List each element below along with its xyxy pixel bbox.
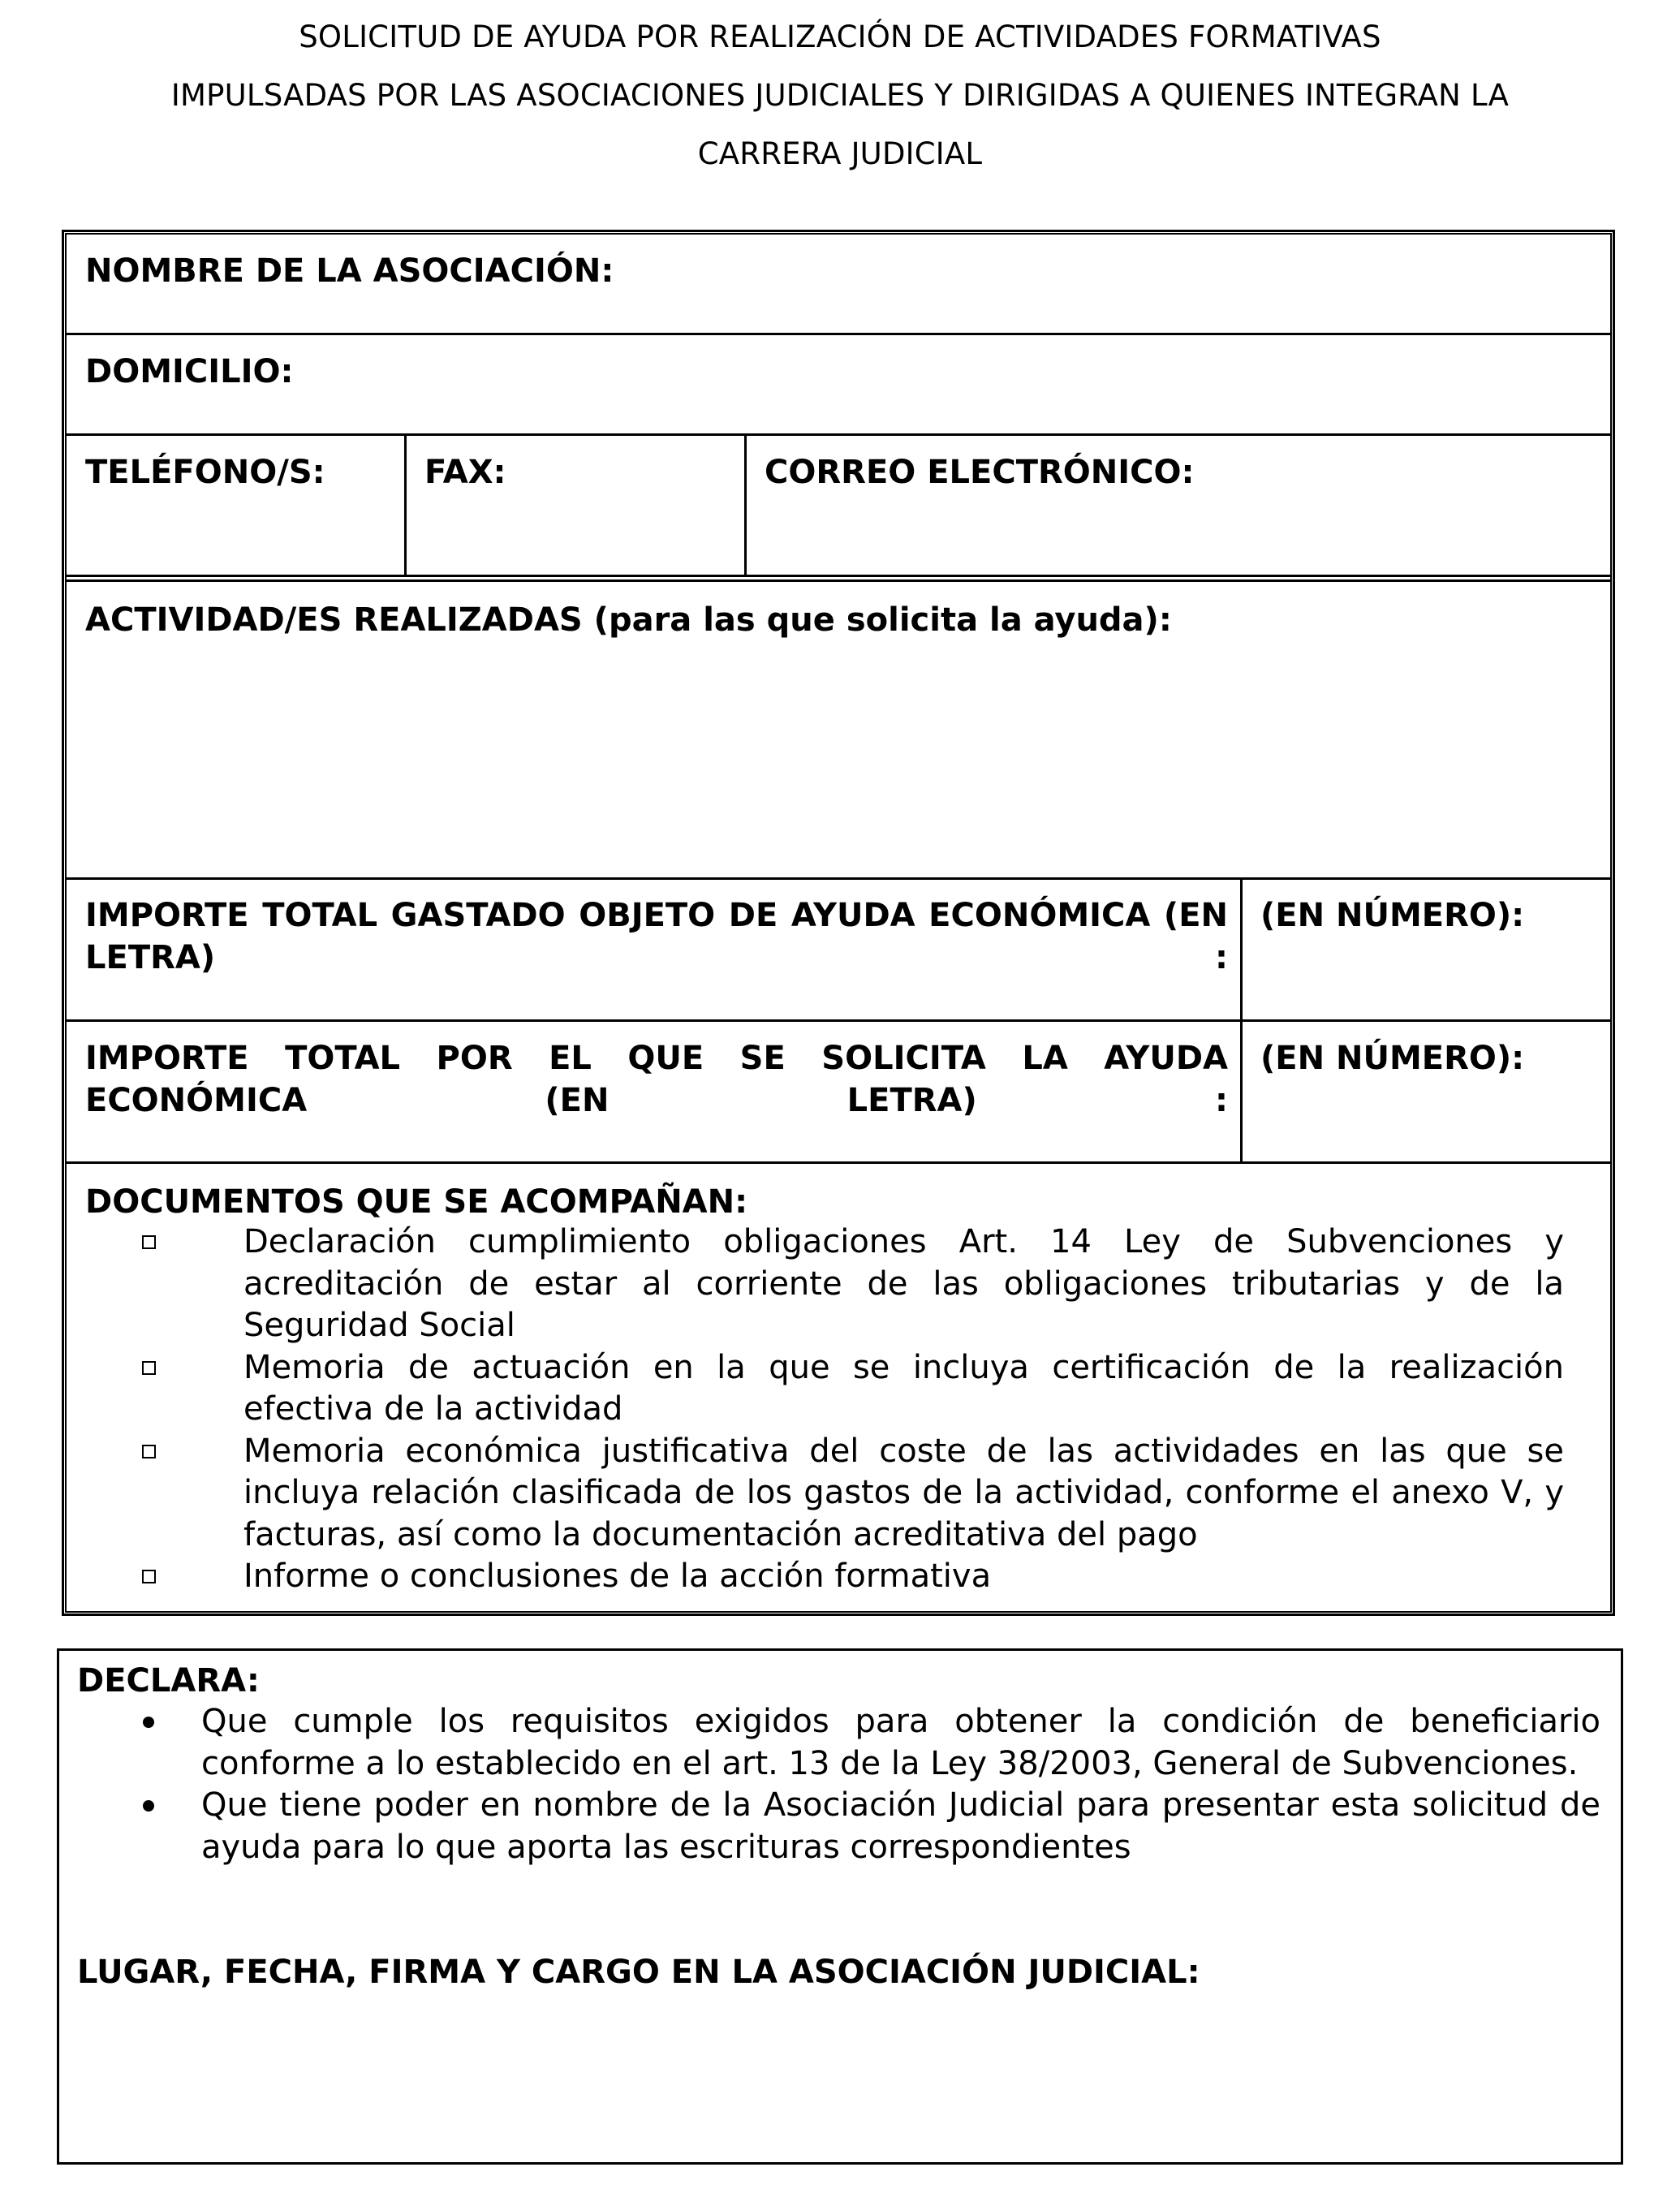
documento-item — [243, 1556, 1564, 1598]
domicilio-field[interactable]: DOMICILIO: — [85, 353, 294, 390]
declara-item-text: Que cumple los requisitos exigidos para obtener la condición de beneficiario conforme a lo establecido en el art. 13 de la Ley 38/2003, General de Subvenciones. — [201, 1703, 1600, 1782]
bullet-icon — [143, 1800, 154, 1812]
row-divider — [65, 877, 1612, 880]
row-divider — [65, 575, 1612, 577]
row-divider — [65, 333, 1612, 335]
title-line-1: SOLICITUD DE AYUDA POR REALIZACIÓN DE ACTIVIDADES FORMATIVAS — [299, 19, 1381, 54]
importe-gastado-numero-field[interactable]: (EN NÚMERO): — [1260, 897, 1525, 934]
declara-heading: DECLARA: — [77, 1662, 260, 1700]
documento-item-text: Memoria económica justificativa del coste de las actividades en las que se incluya relación clasificada de los gastos de la actividad, conforme el anexo V, y facturas, así como la documentación acreditativa del pago — [243, 1432, 1564, 1553]
title-line-2: IMPULSADAS POR LAS ASOCIACIONES JUDICIALES Y DIRIGIDAS A QUIENES INTEGRAN LA — [170, 78, 1510, 113]
row-divider — [65, 433, 1612, 436]
fax-field[interactable]: FAX: — [424, 454, 506, 491]
documento-item — [243, 1431, 1564, 1557]
documento-item — [243, 1221, 1564, 1347]
checkbox-icon[interactable] — [142, 1361, 156, 1375]
declara-item — [201, 1701, 1600, 1785]
bullet-icon — [143, 1717, 154, 1728]
row-divider — [65, 579, 1612, 582]
documentos-list — [243, 1221, 1564, 1598]
firma-field[interactable]: LUGAR, FECHA, FIRMA Y CARGO EN LA ASOCIACIÓN JUDICIAL: — [77, 1954, 1200, 1991]
documentos-heading: DOCUMENTOS QUE SE ACOMPAÑAN: — [85, 1183, 748, 1221]
importe-solicita-letra-label: IMPORTE TOTAL POR EL QUE SE SOLICITA LA AYUDA ECONÓMICA (EN LETRA) : — [85, 1040, 1228, 1119]
correo-field[interactable]: CORREO ELECTRÓNICO: — [765, 454, 1195, 491]
asociacion-name-field[interactable]: NOMBRE DE LA ASOCIACIÓN: — [85, 252, 614, 290]
row-divider — [65, 1161, 1612, 1164]
importe-solicita-numero-field[interactable]: (EN NÚMERO): — [1260, 1040, 1525, 1077]
declara-item-text: Que tiene poder en nombre de la Asociación Judicial para presentar esta solicitud de ayuda para lo que aporta las escrituras correspondientes — [201, 1786, 1600, 1866]
telefono-field[interactable]: TELÉFONO/S: — [85, 454, 325, 491]
importe-gastado-letra-field[interactable] — [85, 894, 1228, 979]
column-divider — [404, 433, 407, 576]
checkbox-icon[interactable] — [142, 1570, 156, 1583]
importe-gastado-letra-label: IMPORTE TOTAL GASTADO OBJETO DE AYUDA ECONÓMICA (EN LETRA) : — [85, 897, 1228, 976]
documento-item-text: Memoria de actuación en la que se incluya certificación de la realización efectiva de la actividad — [243, 1348, 1564, 1428]
checkbox-icon[interactable] — [142, 1445, 156, 1458]
documento-item-text: Declaración cumplimiento obligaciones Art. 14 Ley de Subvenciones y acreditación de estar al corriente de las obligaciones tributarias y de la Seguridad Social — [243, 1223, 1564, 1344]
declara-item — [201, 1785, 1600, 1868]
row-divider — [65, 1019, 1612, 1022]
documento-item-text: Informe o conclusiones de la acción formativa — [243, 1558, 992, 1595]
actividades-field[interactable]: ACTIVIDAD/ES REALIZADAS (para las que solicita la ayuda): — [85, 601, 1172, 639]
declara-list — [201, 1701, 1600, 1868]
title-line-3: CARRERA JUDICIAL — [697, 136, 983, 171]
importe-solicita-letra-field[interactable] — [85, 1037, 1228, 1122]
column-divider — [1240, 877, 1243, 1163]
documento-item — [243, 1347, 1564, 1431]
column-divider — [744, 433, 747, 576]
document-title — [0, 8, 1680, 183]
checkbox-icon[interactable] — [142, 1235, 156, 1249]
